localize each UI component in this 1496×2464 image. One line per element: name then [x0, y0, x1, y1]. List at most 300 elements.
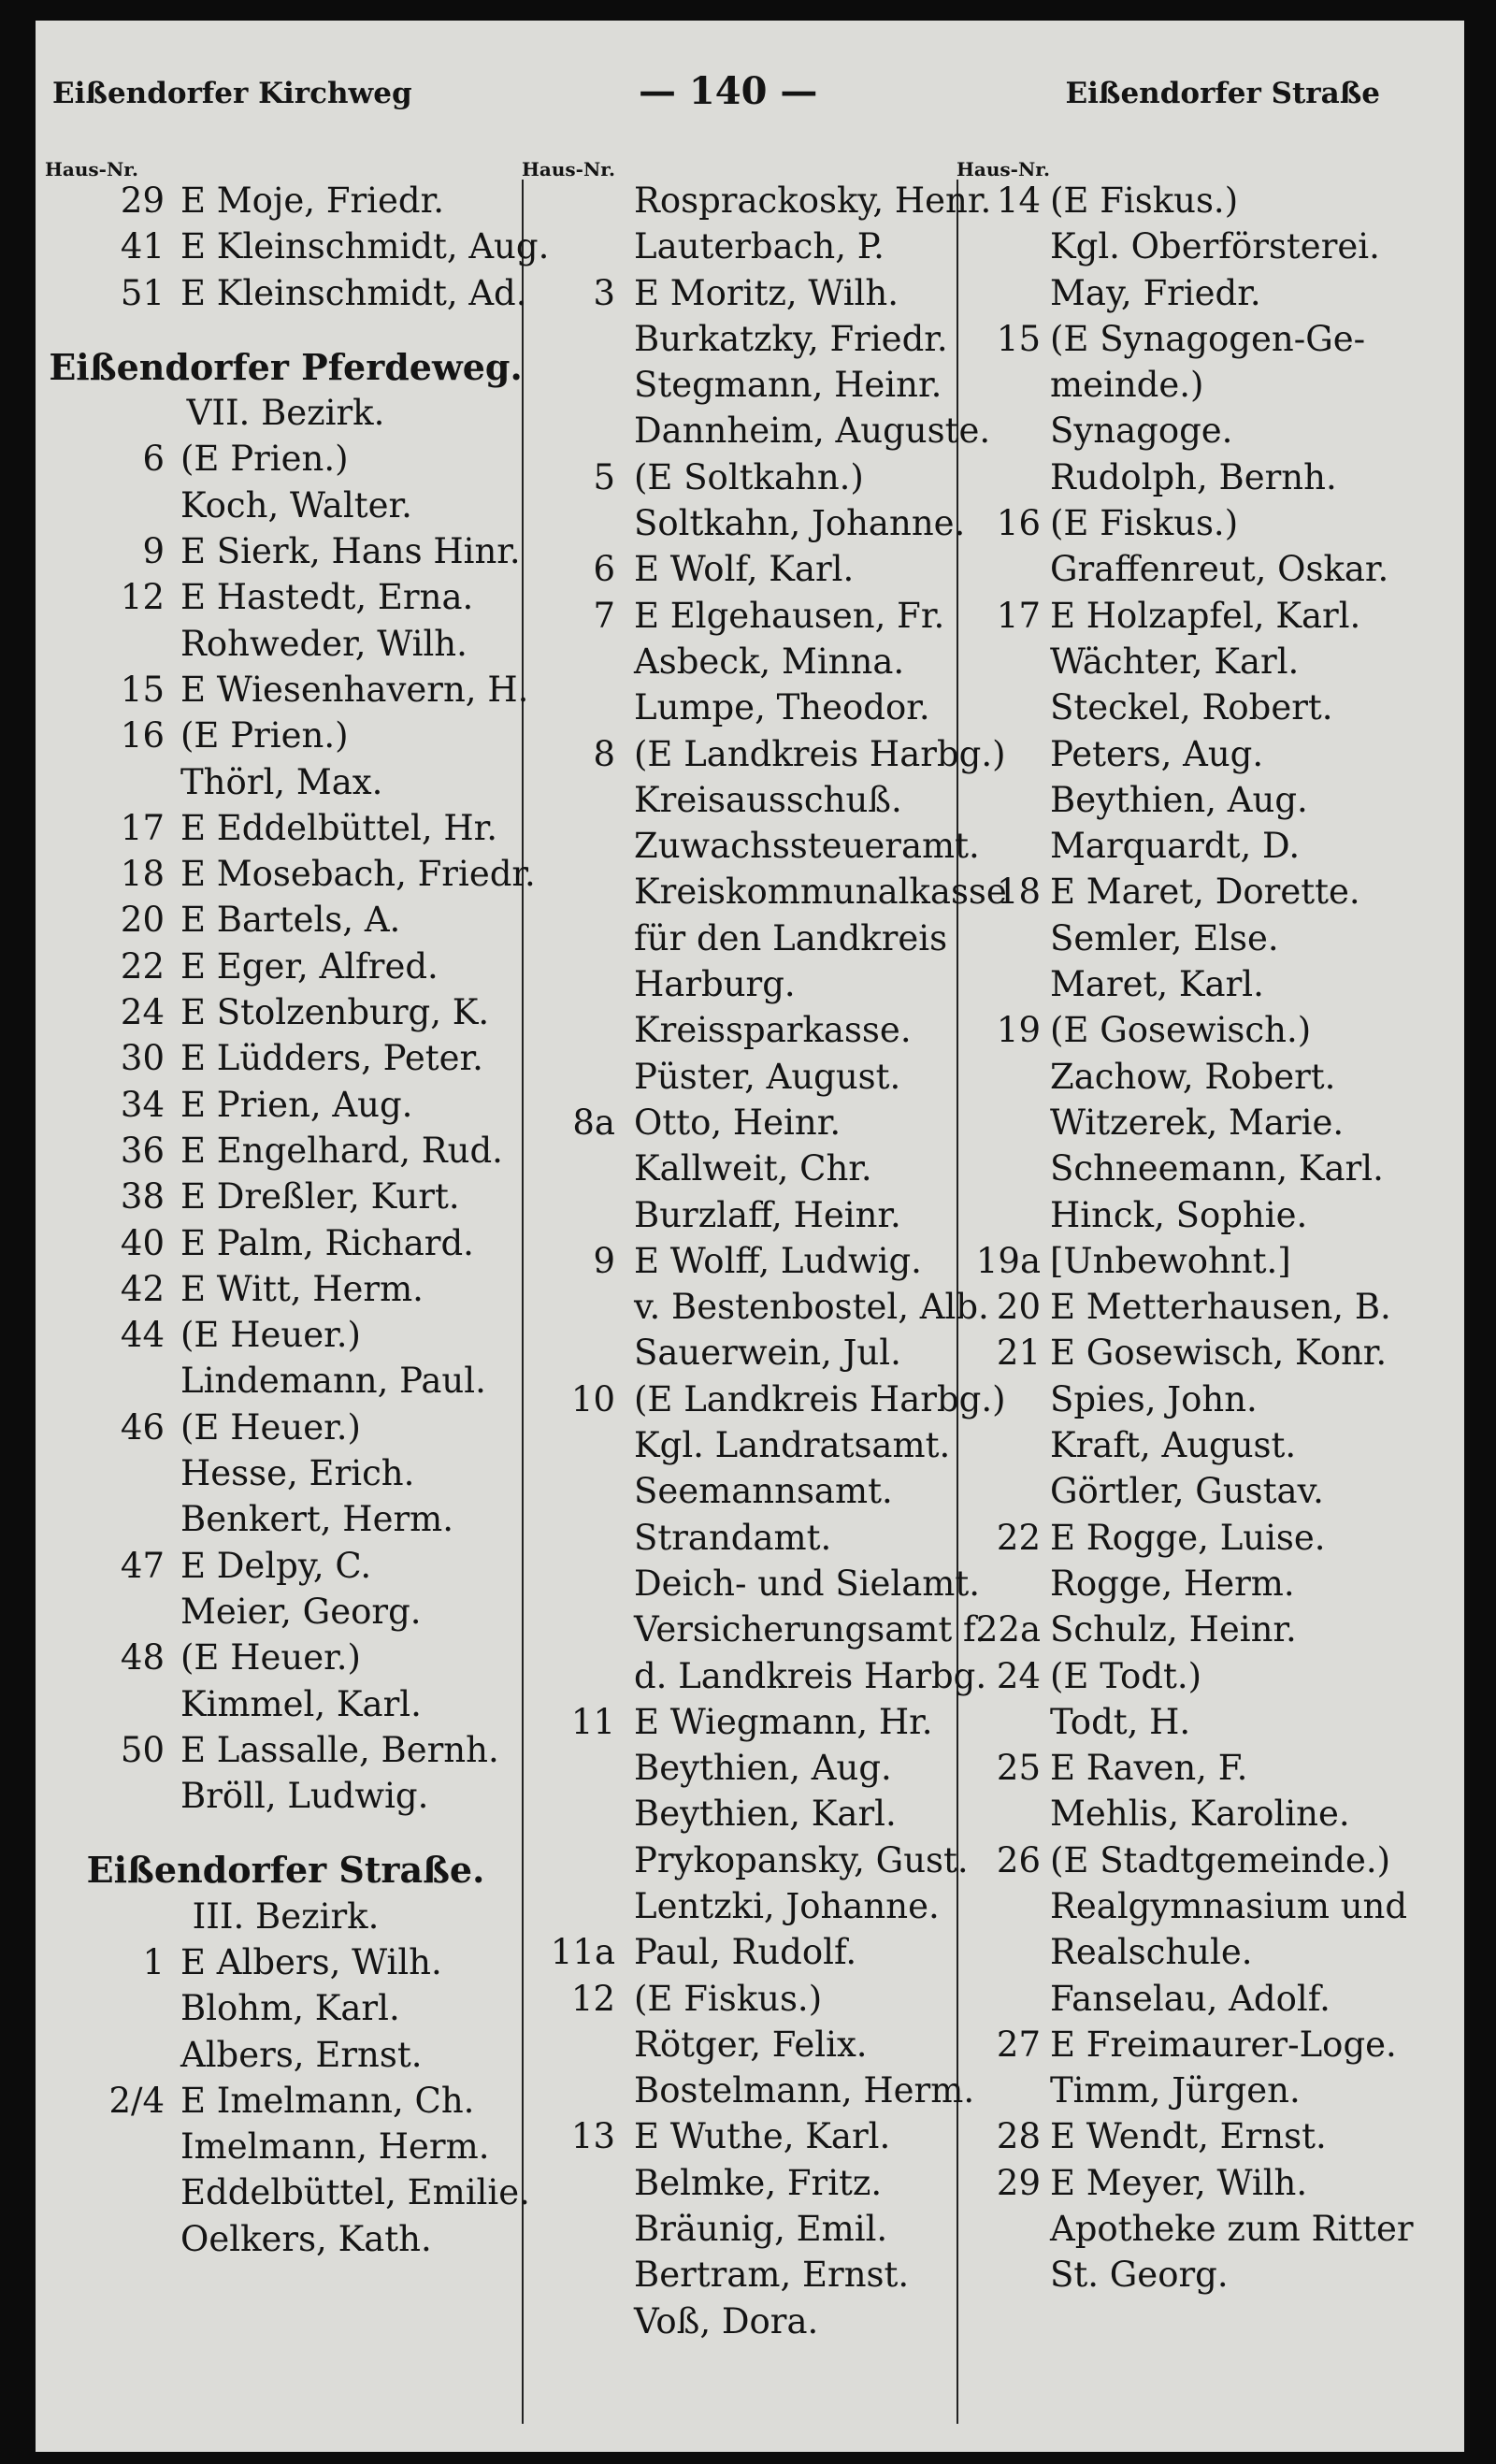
resident-name: E Lüdders, Peter.: [180, 1038, 483, 1079]
directory-entry: [45, 2169, 530, 2215]
house-number: 18: [120, 854, 165, 895]
directory-entry: [522, 2160, 999, 2206]
house-number: 20: [996, 1287, 1041, 1328]
directory-entry: [957, 1100, 1461, 1146]
resident-name: Beythien, Aug.: [1050, 779, 1308, 820]
house-number: 50: [120, 1729, 165, 1770]
directory-entry: [522, 869, 1007, 915]
directory-entry: [522, 1468, 999, 1514]
house-number: 25: [996, 1748, 1041, 1789]
house-number: 13: [570, 2116, 615, 2157]
resident-name: E Kleinschmidt, Aug.: [180, 226, 550, 267]
directory-entry: [522, 961, 999, 1007]
house-number: 36: [120, 1130, 165, 1171]
resident-name: Lumpe, Theodor.: [634, 687, 930, 728]
directory-entry: [957, 1976, 1461, 2022]
resident-name: (E Prien.): [180, 715, 349, 756]
resident-name: Timm, Jürgen.: [1050, 2070, 1301, 2111]
directory-entry: [45, 805, 526, 851]
directory-entry: [45, 667, 529, 713]
directory-entry: [45, 1450, 526, 1496]
resident-name: Koch, Walter.: [180, 484, 412, 526]
resident-name: Lindemann, Paul.: [180, 1361, 486, 1402]
resident-name: (E Todt.): [1050, 1655, 1202, 1696]
directory-entry: [522, 2206, 999, 2252]
resident-name: E Delpy, C.: [180, 1545, 372, 1586]
house-number: 1: [142, 1941, 165, 1982]
directory-entry: [957, 454, 1461, 500]
resident-name: Blohm, Karl.: [180, 1988, 400, 2029]
district-label: VII. Bezirk.: [186, 393, 385, 434]
resident-name: Bröll, Ludwig.: [180, 1776, 429, 1817]
resident-name: d. Landkreis Harbg.: [634, 1655, 987, 1696]
directory-entry: [957, 2206, 1461, 2252]
resident-name: Strandamt.: [634, 1517, 832, 1558]
resident-name: E Witt, Herm.: [180, 1268, 424, 1309]
directory-entry: [522, 270, 999, 316]
directory-entry: [522, 915, 999, 961]
resident-name: Mehlis, Karoline.: [1050, 1794, 1350, 1835]
house-number: 51: [120, 272, 165, 313]
directory-entry: [522, 1515, 999, 1561]
directory-entry: [957, 1561, 1461, 1607]
directory-entry: [45, 2032, 526, 2078]
directory-entry: [957, 2068, 1461, 2113]
resident-name: Bostelmann, Herm.: [634, 2070, 975, 2111]
resident-name: Rosprackosky, Henr.: [634, 180, 992, 221]
resident-name: St. Georg.: [1050, 2255, 1229, 2296]
directory-entry: [957, 593, 1461, 639]
directory-entry: [522, 1929, 999, 1975]
resident-name: E Maret, Dorette.: [1050, 872, 1360, 913]
resident-name: (E Landkreis Harbg.): [634, 733, 1006, 774]
resident-name: E Gosewisch, Konr.: [1050, 1333, 1388, 1374]
house-number: 15: [996, 318, 1041, 359]
resident-name: Realgymnasium und: [1050, 1885, 1408, 1926]
resident-name: E Engelhard, Rud.: [180, 1130, 503, 1171]
resident-name: Soltkahn, Johanne.: [634, 503, 966, 544]
resident-name: E Raven, F.: [1050, 1748, 1248, 1789]
resident-name: E Rogge, Luise.: [1050, 1517, 1326, 1558]
directory-entry: [45, 989, 526, 1035]
resident-name: Burkatzky, Friedr.: [634, 318, 948, 359]
resident-name: (E Fiskus.): [634, 1978, 823, 2019]
house-number: 24: [996, 1655, 1041, 1696]
resident-name: E Prien, Aug.: [180, 1084, 413, 1125]
directory-entry: [45, 270, 526, 316]
directory-entry: [957, 1745, 1461, 1791]
directory-entry: [45, 1939, 526, 1985]
resident-name: Püster, August.: [634, 1056, 901, 1097]
directory-entry: [45, 1312, 526, 1358]
directory-entry: [957, 408, 1461, 454]
house-number: 44: [120, 1315, 165, 1356]
resident-name: (E Heuer.): [180, 1315, 361, 1356]
resident-name: Imelmann, Herm.: [180, 2126, 490, 2168]
directory-entry: [45, 574, 526, 620]
house-number: 16: [996, 503, 1041, 544]
house-number: 48: [120, 1637, 165, 1679]
directory-entry: [522, 1054, 999, 1100]
house-number-header: Haus-Nr.: [522, 158, 615, 180]
resident-name: E Imelmann, Ch.: [180, 2080, 475, 2121]
house-number: 19a: [975, 1240, 1041, 1281]
directory-entry: [522, 223, 999, 269]
directory-entry: [522, 454, 999, 500]
resident-name: Semler, Else.: [1050, 917, 1279, 958]
resident-name: Fanselau, Adolf.: [1050, 1978, 1331, 2019]
directory-entry: [522, 1699, 999, 1745]
directory-entry: [522, 1007, 999, 1053]
directory-entry: [522, 2252, 999, 2298]
directory-entry: [957, 1146, 1461, 1191]
directory-entry: [45, 1220, 526, 1266]
resident-name: meinde.): [1050, 365, 1204, 406]
page-number: — 140 —: [639, 69, 818, 113]
resident-name: Rohweder, Wilh.: [180, 623, 468, 664]
house-number: 14: [996, 180, 1041, 221]
directory-entry: [45, 851, 536, 897]
house-number: 29: [996, 2162, 1041, 2203]
section-gap: [45, 1819, 526, 1847]
resident-name: Hesse, Erich.: [180, 1453, 415, 1494]
resident-name: (E Gosewisch.): [1050, 1010, 1312, 1051]
house-number-header: Haus-Nr.: [957, 158, 1050, 180]
resident-name: (E Heuer.): [180, 1406, 361, 1448]
resident-name: Asbeck, Minna.: [634, 641, 905, 682]
street-heading: Eißendorfer Straße.: [86, 1849, 485, 1892]
directory-entry: [957, 1515, 1461, 1561]
directory-entry: [522, 1238, 999, 1284]
resident-name: Synagoge.: [1050, 411, 1233, 452]
directory-entry: [957, 639, 1461, 684]
directory-entry: [957, 178, 1461, 223]
directory-entry: [522, 1330, 999, 1376]
running-header-left: Eißendorfer Kirchweg: [52, 77, 412, 110]
directory-entry: [522, 731, 1006, 777]
resident-name: Kreisausschuß.: [634, 779, 902, 820]
house-number: 19: [996, 1010, 1041, 1051]
house-number: 24: [120, 992, 165, 1033]
directory-entry: [45, 1405, 526, 1450]
house-number: 30: [120, 1038, 165, 1079]
resident-name: Harburg.: [634, 964, 796, 1005]
house-number: 9: [142, 531, 165, 572]
directory-entry: [957, 1883, 1461, 1929]
directory-entry: [45, 944, 526, 989]
resident-name: Wächter, Karl.: [1050, 641, 1300, 682]
resident-name: E Dreßler, Kurt.: [180, 1176, 460, 1218]
resident-name: E Lassalle, Bernh.: [180, 1729, 499, 1770]
directory-entry: [45, 897, 526, 943]
resident-name: E Elgehausen, Fr.: [634, 595, 945, 636]
resident-name: Belmke, Fritz.: [634, 2162, 883, 2203]
resident-name: Zuwachssteueramt.: [634, 826, 980, 867]
directory-entry: [522, 2113, 999, 2159]
resident-name: Marquardt, D.: [1050, 826, 1301, 867]
directory-entry: [45, 621, 526, 667]
directory-entry: [957, 1422, 1461, 1468]
directory-entry: [45, 528, 526, 574]
house-number: 22a: [975, 1609, 1041, 1650]
column-3: [957, 158, 1461, 2298]
column-2: [522, 158, 1007, 2344]
resident-name: Beythien, Karl.: [634, 1794, 897, 1835]
directory-entry: [957, 1607, 1461, 1652]
directory-entry: [957, 731, 1461, 777]
resident-name: E Stolzenburg, K.: [180, 992, 490, 1033]
resident-name: Kraft, August.: [1050, 1425, 1297, 1466]
running-header-right: Eißendorfer Straße: [1065, 77, 1380, 110]
resident-name: Apotheke zum Ritter: [1050, 2209, 1414, 2250]
resident-name: Spies, John.: [1050, 1378, 1258, 1419]
resident-name: (E Soltkahn.): [634, 456, 864, 497]
resident-name: E Metterhausen, B.: [1050, 1287, 1391, 1328]
directory-entry: [522, 1883, 999, 1929]
resident-name: Peters, Aug.: [1050, 733, 1264, 774]
resident-name: (E Fiskus.): [1050, 180, 1239, 221]
resident-name: E Wolff, Ludwig.: [634, 1240, 922, 1281]
house-number: 34: [120, 1084, 165, 1125]
resident-name: E Albers, Wilh.: [180, 1941, 442, 1982]
resident-name: [Unbewohnt.]: [1050, 1240, 1291, 1281]
directory-entry: [45, 1358, 526, 1404]
house-number: 40: [120, 1222, 165, 1263]
resident-name: Todt, H.: [1050, 1701, 1191, 1742]
directory-entry: [522, 1837, 999, 1883]
house-number: 3: [593, 272, 615, 313]
resident-name: Sauerwein, Jul.: [634, 1333, 901, 1374]
directory-entry: [957, 1653, 1461, 1699]
directory-entry: [45, 759, 526, 805]
directory-entry: [45, 1128, 526, 1174]
house-number: 11: [570, 1701, 615, 1742]
directory-entry: [957, 1468, 1461, 1514]
section-gap: [45, 316, 526, 344]
resident-name: E Eddelbüttel, Hr.: [180, 807, 498, 848]
house-number: 6: [593, 549, 615, 590]
resident-name: E Mosebach, Friedr.: [180, 854, 536, 895]
resident-name: Lentzki, Johanne.: [634, 1885, 940, 1926]
directory-entry: [45, 2124, 526, 2169]
resident-name: Maret, Karl.: [1050, 964, 1264, 1005]
directory-entry: [957, 500, 1461, 546]
resident-name: für den Landkreis: [634, 917, 948, 958]
resident-name: (E Heuer.): [180, 1637, 361, 1679]
resident-name: Eddelbüttel, Emilie.: [180, 2172, 530, 2213]
directory-entry: [45, 1266, 526, 1312]
directory-entry: [957, 362, 1461, 408]
directory-entry: [522, 1607, 999, 1652]
resident-name: Kgl. Oberförsterei.: [1050, 226, 1380, 267]
directory-entry: [957, 546, 1461, 592]
house-number: 11a: [550, 1932, 615, 1973]
house-number: 6: [142, 439, 165, 480]
directory-entry: [957, 1054, 1461, 1100]
resident-name: Deich- und Sielamt.: [634, 1563, 980, 1604]
directory-entry: [522, 2022, 999, 2068]
resident-name: Kreissparkasse.: [634, 1010, 912, 1051]
resident-name: (E Prien.): [180, 439, 349, 480]
resident-name: Lauterbach, P.: [634, 226, 885, 267]
resident-name: E Freimaurer-Loge.: [1050, 2024, 1397, 2065]
resident-name: Otto, Heinr.: [634, 1102, 842, 1143]
house-number: 9: [593, 1240, 615, 1281]
house-number: 22: [120, 945, 165, 987]
house-number: 46: [120, 1406, 165, 1448]
resident-name: E Eger, Alfred.: [180, 945, 439, 987]
resident-name: Thörl, Max.: [180, 761, 383, 802]
directory-entry: [522, 593, 999, 639]
directory-entry: [522, 1284, 999, 1330]
house-number-header: Haus-Nr.: [45, 158, 138, 180]
directory-entry: [45, 1635, 526, 1680]
directory-entry: [45, 713, 526, 758]
directory-entry: [45, 2216, 526, 2262]
resident-name: E Wolf, Karl.: [634, 549, 855, 590]
house-number: 12: [570, 1978, 615, 2019]
directory-entry: [522, 2068, 999, 2113]
resident-name: E Moritz, Wilh.: [634, 272, 899, 313]
resident-name: E Wiesenhavern, H.: [180, 669, 529, 710]
directory-entry: [957, 1330, 1461, 1376]
resident-name: Paul, Rudolf.: [634, 1932, 857, 1973]
resident-name: Meier, Georg.: [180, 1591, 422, 1632]
resident-name: Steckel, Robert.: [1050, 687, 1333, 728]
resident-name: Rötger, Felix.: [634, 2024, 868, 2065]
resident-name: Burzlaff, Heinr.: [634, 1194, 901, 1235]
house-number: 15: [120, 669, 165, 710]
resident-name: Kgl. Landratsamt.: [634, 1425, 951, 1466]
directory-entry: [957, 1791, 1461, 1837]
directory-entry: [522, 2298, 999, 2344]
house-number: 18: [996, 872, 1041, 913]
directory-entry: [957, 1699, 1461, 1745]
house-number: 21: [996, 1333, 1041, 1374]
directory-entry: [45, 1543, 526, 1589]
directory-entry: [957, 1837, 1461, 1883]
resident-name: Oelkers, Kath.: [180, 2218, 432, 2259]
district-label: III. Bezirk.: [192, 1895, 380, 1937]
resident-name: Albers, Ernst.: [180, 2034, 423, 2075]
directory-entry: [957, 223, 1461, 269]
house-number: 17: [120, 807, 165, 848]
directory-entry: [522, 178, 999, 223]
directory-entry: [957, 1284, 1461, 1330]
resident-name: May, Friedr.: [1050, 272, 1261, 313]
resident-name: Kimmel, Karl.: [180, 1683, 422, 1724]
column-1: [45, 158, 550, 2262]
house-number: 41: [120, 226, 165, 267]
house-number: 2/4: [108, 2080, 165, 2121]
directory-entry: [957, 2160, 1461, 2206]
resident-name: Dannheim, Auguste.: [634, 411, 991, 452]
resident-name: E Hastedt, Erna.: [180, 577, 474, 618]
resident-name: E Wendt, Ernst.: [1050, 2116, 1327, 2157]
directory-entry: [957, 2113, 1461, 2159]
resident-name: Witzerek, Marie.: [1050, 1102, 1345, 1143]
resident-name: E Palm, Richard.: [180, 1222, 474, 1263]
directory-entry: [957, 1192, 1461, 1238]
house-number: 7: [593, 595, 615, 636]
house-number: 8: [593, 733, 615, 774]
house-number: 20: [120, 900, 165, 941]
resident-name: E Wiegmann, Hr.: [634, 1701, 933, 1742]
directory-entry: [45, 1985, 526, 2031]
directory-entry: [522, 500, 999, 546]
house-number: 29: [120, 180, 165, 221]
directory-entry: [522, 1791, 999, 1837]
directory-entry: [957, 2252, 1461, 2298]
resident-name: Schulz, Heinr.: [1050, 1609, 1297, 1650]
directory-entry: [522, 316, 999, 362]
directory-entry: [522, 777, 999, 823]
street-heading: Eißendorfer Pferdeweg.: [49, 345, 523, 388]
house-number: 16: [120, 715, 165, 756]
directory-entry: [957, 1376, 1461, 1422]
resident-name: Benkert, Herm.: [180, 1499, 454, 1540]
resident-name: Görtler, Gustav.: [1050, 1471, 1324, 1512]
resident-name: Hinck, Sophie.: [1050, 1194, 1308, 1235]
resident-name: v. Bestenbostel, Alb.: [634, 1287, 989, 1328]
directory-entry: [45, 1727, 526, 1773]
house-number: 28: [996, 2116, 1041, 2157]
resident-name: E Moje, Friedr.: [180, 180, 444, 221]
resident-name: E Holzapfel, Karl.: [1050, 595, 1361, 636]
resident-name: E Kleinschmidt, Ad.: [180, 272, 527, 313]
resident-name: Kreiskommunalkasse: [634, 872, 1007, 913]
directory-entry: [957, 270, 1461, 316]
resident-name: E Wuthe, Karl.: [634, 2116, 891, 2157]
directory-entry: [45, 1589, 526, 1635]
resident-name: E Meyer, Wilh.: [1050, 2162, 1308, 2203]
directory-entry: [45, 1496, 526, 1542]
house-number: 17: [996, 595, 1041, 636]
directory-entry: [957, 869, 1461, 915]
directory-entry: [522, 1376, 1006, 1422]
directory-entry: [522, 1561, 999, 1607]
directory-entry: [522, 546, 999, 592]
resident-name: (E Fiskus.): [1050, 503, 1239, 544]
directory-entry: [522, 684, 999, 730]
directory-entry: [522, 823, 999, 869]
directory-entry: [522, 1745, 999, 1791]
resident-name: Schneemann, Karl.: [1050, 1148, 1384, 1189]
resident-name: E Sierk, Hans Hinr.: [180, 531, 521, 572]
resident-name: E Bartels, A.: [180, 900, 401, 941]
directory-entry: [957, 823, 1461, 869]
directory-entry: [522, 1146, 999, 1191]
resident-name: Bertram, Ernst.: [634, 2255, 910, 2296]
directory-entry: [45, 436, 526, 482]
directory-entry: [45, 1174, 526, 1219]
directory-entry: [957, 1929, 1461, 1975]
resident-name: (E Landkreis Harbg.): [634, 1378, 1006, 1419]
directory-entry: [522, 408, 999, 454]
directory-entry: [957, 915, 1461, 961]
directory-entry: [957, 2022, 1461, 2068]
directory-entry: [45, 178, 526, 223]
house-number: 5: [593, 456, 615, 497]
resident-name: (E Stadtgemeinde.): [1050, 1839, 1391, 1880]
directory-entry: [45, 2078, 526, 2124]
directory-entry: [522, 1976, 999, 2022]
directory-entry: [45, 1681, 526, 1727]
directory-entry: [45, 1773, 526, 1819]
directory-entry: [957, 316, 1461, 362]
directory-entry: [522, 1192, 999, 1238]
resident-name: Bräunig, Emil.: [634, 2209, 888, 2250]
